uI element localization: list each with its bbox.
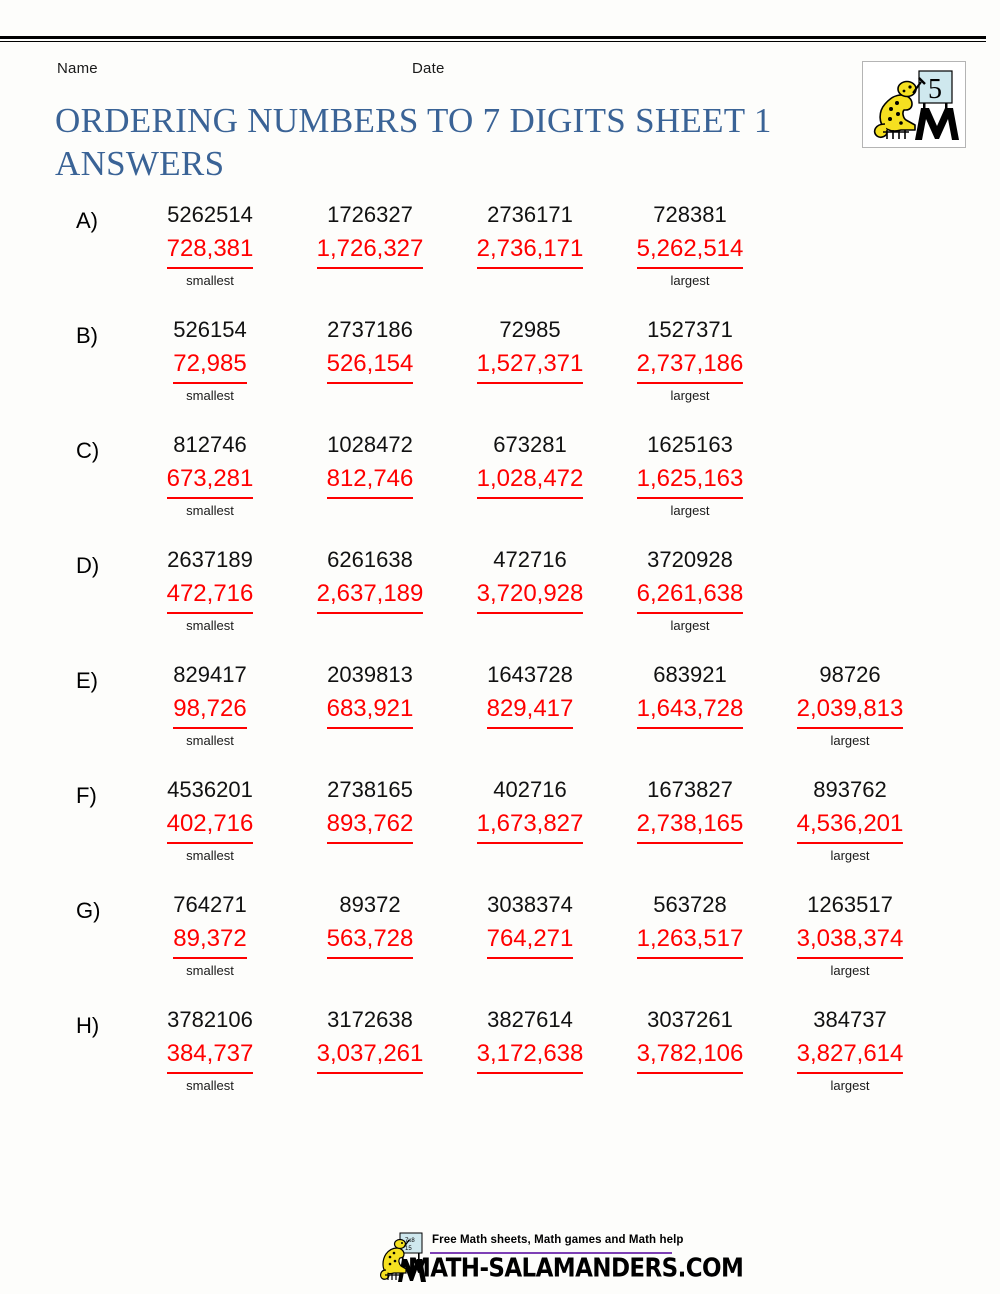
question-number: 683921 xyxy=(653,662,727,687)
order-spacer xyxy=(450,848,610,862)
question-number: 72985 xyxy=(499,317,561,342)
order-spacer xyxy=(450,273,610,287)
order-spacer xyxy=(610,1078,770,1092)
number-cell xyxy=(130,430,290,517)
number-cell xyxy=(450,545,610,632)
problem-columns xyxy=(130,200,770,287)
problem-row xyxy=(0,660,1000,775)
number-cell xyxy=(610,890,770,977)
answer-number: 1,625,163 xyxy=(637,462,744,500)
order-spacer xyxy=(610,848,770,862)
answer-number: 3,038,374 xyxy=(797,922,904,960)
problem-row xyxy=(0,200,1000,315)
number-cell xyxy=(610,545,770,632)
answer-number: 2,637,189 xyxy=(317,577,424,615)
number-cell xyxy=(610,660,770,747)
answer-number: 3,037,261 xyxy=(317,1037,424,1075)
order-spacer xyxy=(290,963,450,977)
answer-number: 563,728 xyxy=(327,922,414,960)
problem-row xyxy=(0,890,1000,1005)
question-number: 728381 xyxy=(653,202,727,227)
largest-label: largest xyxy=(670,618,710,634)
site-footer xyxy=(378,1228,744,1290)
footer-brand: MATH-SALAMANDERS.COM xyxy=(408,1254,744,1284)
date-label: Date xyxy=(412,60,445,77)
problem-columns xyxy=(130,315,770,402)
number-cell xyxy=(290,200,450,287)
number-cell xyxy=(450,775,610,862)
answer-number: 402,716 xyxy=(167,807,254,845)
number-cell xyxy=(770,1005,930,1092)
question-number: 98726 xyxy=(819,662,881,687)
question-number: 89372 xyxy=(339,892,401,917)
smallest-label: smallest xyxy=(186,503,234,519)
question-number: 472716 xyxy=(493,547,567,572)
number-cell xyxy=(290,430,450,517)
number-cell xyxy=(290,890,450,977)
number-cell xyxy=(290,660,450,747)
problem-row xyxy=(0,430,1000,545)
order-spacer xyxy=(450,503,610,517)
number-cell xyxy=(130,545,290,632)
grade-logo xyxy=(862,61,966,148)
largest-label: largest xyxy=(830,733,870,749)
answer-number: 2,039,813 xyxy=(797,692,904,730)
smallest-label: smallest xyxy=(186,733,234,749)
smallest-label: smallest xyxy=(186,963,234,979)
number-cell xyxy=(450,430,610,517)
svg-text:7x8: 7x8 xyxy=(405,1238,415,1244)
number-cell xyxy=(770,660,930,747)
question-number: 1028472 xyxy=(327,432,413,457)
question-number: 1263517 xyxy=(807,892,893,917)
question-number: 526154 xyxy=(173,317,247,342)
answer-number: 2,738,165 xyxy=(637,807,744,845)
order-spacer xyxy=(290,618,450,632)
problem-row xyxy=(0,775,1000,890)
order-spacer xyxy=(290,388,450,402)
number-cell xyxy=(610,200,770,287)
question-number: 1625163 xyxy=(647,432,733,457)
problem-label: G) xyxy=(76,898,101,923)
answer-number: 2,737,186 xyxy=(637,347,744,385)
problem-columns xyxy=(130,890,930,977)
problem-label: D) xyxy=(76,553,100,578)
number-cell xyxy=(450,200,610,287)
problem-label: A) xyxy=(76,208,98,233)
question-number: 2039813 xyxy=(327,662,413,687)
number-cell xyxy=(450,890,610,977)
problem-columns xyxy=(130,430,770,517)
question-number: 6261638 xyxy=(327,547,413,572)
largest-label: largest xyxy=(830,1078,870,1094)
question-number: 3782106 xyxy=(167,1007,253,1032)
question-number: 2738165 xyxy=(327,777,413,802)
footer-tagline: Free Math sheets, Math games and Math help xyxy=(432,1234,684,1246)
question-number: 764271 xyxy=(173,892,247,917)
answer-number: 764,271 xyxy=(487,922,574,960)
smallest-label: smallest xyxy=(186,618,234,634)
number-cell xyxy=(130,1005,290,1092)
order-spacer xyxy=(450,388,610,402)
number-cell xyxy=(290,775,450,862)
number-cell xyxy=(290,1005,450,1092)
question-number: 893762 xyxy=(813,777,887,802)
answer-number: 728,381 xyxy=(167,232,254,270)
answer-number: 526,154 xyxy=(327,347,414,385)
largest-label: largest xyxy=(670,388,710,404)
svg-text:15: 15 xyxy=(405,1246,412,1252)
question-number: 3038374 xyxy=(487,892,573,917)
number-cell xyxy=(450,1005,610,1092)
number-cell xyxy=(610,315,770,402)
answer-number: 6,261,638 xyxy=(637,577,744,615)
question-number: 812746 xyxy=(173,432,247,457)
answer-number: 829,417 xyxy=(487,692,574,730)
answer-number: 683,921 xyxy=(327,692,414,730)
number-cell xyxy=(770,775,930,862)
answer-number: 1,527,371 xyxy=(477,347,584,385)
page-title: ORDERING NUMBERS TO 7 DIGITS SHEET 1 ANSWERS xyxy=(55,101,772,183)
smallest-label: smallest xyxy=(186,273,234,289)
order-spacer xyxy=(290,848,450,862)
number-cell xyxy=(450,315,610,402)
question-number: 402716 xyxy=(493,777,567,802)
smallest-label: smallest xyxy=(186,388,234,404)
problem-columns xyxy=(130,1005,930,1092)
order-spacer xyxy=(290,273,450,287)
number-cell xyxy=(450,660,610,747)
order-spacer xyxy=(610,963,770,977)
number-cell xyxy=(130,890,290,977)
question-number: 3037261 xyxy=(647,1007,733,1032)
problem-columns xyxy=(130,660,930,747)
number-cell xyxy=(130,775,290,862)
number-cell xyxy=(130,660,290,747)
order-spacer xyxy=(290,503,450,517)
number-cell xyxy=(770,890,930,977)
problem-label: F) xyxy=(76,783,97,808)
question-number: 2736171 xyxy=(487,202,573,227)
answer-number: 3,827,614 xyxy=(797,1037,904,1075)
answer-number: 89,372 xyxy=(173,922,246,960)
answer-number: 98,726 xyxy=(173,692,246,730)
largest-label: largest xyxy=(670,273,710,289)
number-cell xyxy=(610,1005,770,1092)
header-divider-thick xyxy=(0,36,986,39)
answer-number: 72,985 xyxy=(173,347,246,385)
smallest-label: smallest xyxy=(186,848,234,864)
question-number: 563728 xyxy=(653,892,727,917)
smallest-label: smallest xyxy=(186,1078,234,1094)
salamander-logo-icon xyxy=(863,62,965,147)
largest-label: largest xyxy=(830,963,870,979)
question-number: 2637189 xyxy=(167,547,253,572)
problem-label: H) xyxy=(76,1013,100,1038)
number-cell xyxy=(610,430,770,517)
order-spacer xyxy=(450,963,610,977)
problem-list xyxy=(0,200,1000,1120)
number-cell xyxy=(130,315,290,402)
grade-number-text: 5 xyxy=(928,74,942,105)
answer-number: 1,673,827 xyxy=(477,807,584,845)
answer-number: 4,536,201 xyxy=(797,807,904,845)
question-number: 673281 xyxy=(493,432,567,457)
problem-row xyxy=(0,315,1000,430)
problem-columns xyxy=(130,545,770,632)
question-number: 1527371 xyxy=(647,317,733,342)
question-number: 4536201 xyxy=(167,777,253,802)
problem-columns xyxy=(130,775,930,862)
answer-number: 384,737 xyxy=(167,1037,254,1075)
question-number: 1726327 xyxy=(327,202,413,227)
question-number: 384737 xyxy=(813,1007,887,1032)
answer-number: 3,720,928 xyxy=(477,577,584,615)
answer-number: 673,281 xyxy=(167,462,254,500)
question-number: 5262514 xyxy=(167,202,253,227)
question-number: 1673827 xyxy=(647,777,733,802)
answer-number: 1,726,327 xyxy=(317,232,424,270)
answer-number: 3,172,638 xyxy=(477,1037,584,1075)
answer-number: 3,782,106 xyxy=(637,1037,744,1075)
answer-number: 472,716 xyxy=(167,577,254,615)
answer-number: 1,643,728 xyxy=(637,692,744,730)
question-number: 3827614 xyxy=(487,1007,573,1032)
header-divider-thin xyxy=(0,41,986,42)
order-spacer xyxy=(290,1078,450,1092)
largest-label: largest xyxy=(830,848,870,864)
order-spacer xyxy=(450,618,610,632)
answer-number: 893,762 xyxy=(327,807,414,845)
problem-label: E) xyxy=(76,668,98,693)
question-number: 3172638 xyxy=(327,1007,413,1032)
order-spacer xyxy=(290,733,450,747)
question-number: 1643728 xyxy=(487,662,573,687)
number-cell xyxy=(290,315,450,402)
order-spacer xyxy=(450,733,610,747)
problem-label: B) xyxy=(76,323,98,348)
answer-number: 1,028,472 xyxy=(477,462,584,500)
question-number: 2737186 xyxy=(327,317,413,342)
answer-number: 812,746 xyxy=(327,462,414,500)
number-cell xyxy=(290,545,450,632)
question-number: 829417 xyxy=(173,662,247,687)
number-cell xyxy=(130,200,290,287)
answer-number: 2,736,171 xyxy=(477,232,584,270)
problem-row xyxy=(0,1005,1000,1120)
order-spacer xyxy=(610,733,770,747)
question-number: 3720928 xyxy=(647,547,733,572)
largest-label: largest xyxy=(670,503,710,519)
problem-label: C) xyxy=(76,438,100,463)
number-cell xyxy=(610,775,770,862)
problem-row xyxy=(0,545,1000,660)
answer-number: 5,262,514 xyxy=(637,232,744,270)
name-label: Name xyxy=(57,60,98,77)
order-spacer xyxy=(450,1078,610,1092)
answer-number: 1,263,517 xyxy=(637,922,744,960)
